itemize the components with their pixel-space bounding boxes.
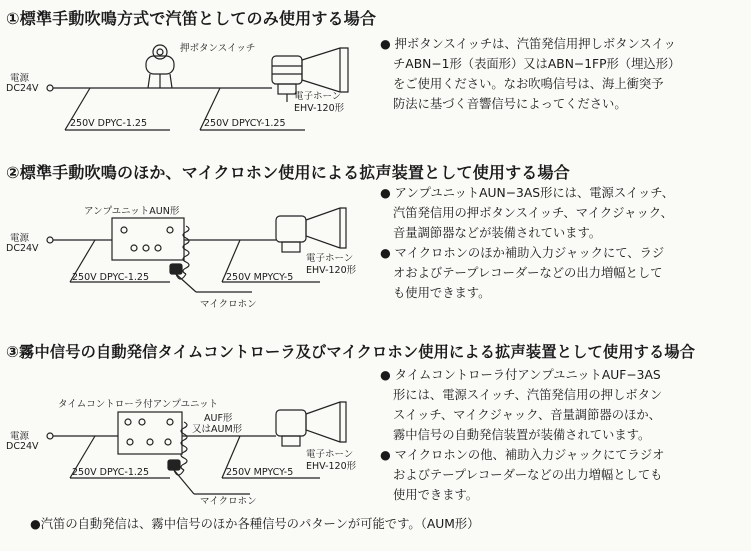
- section2-heading: ②標準手動吹鳴のほか、マイクロホン使用による拡声装置として使用する場合: [6, 163, 570, 182]
- section3-horn-model: EHV-120形: [306, 461, 357, 472]
- section2-horn-model: EHV-120形: [306, 265, 357, 276]
- microphone-icon: [170, 264, 182, 274]
- section2-power-label: 電源: [10, 233, 30, 244]
- section1-heading: ①標準手動吹鳴方式で汽笛としてのみ使用する場合: [6, 9, 377, 28]
- section1-desc-line: 防法に基づく音響信号によってください。: [393, 97, 627, 111]
- section2-desc-line: ● アンプユニットAUN−3AS形には、電源スイッチ、: [380, 186, 674, 200]
- section2-power-voltage: DC24V: [6, 243, 39, 254]
- section1-horn-label: 電子ホーン: [294, 91, 342, 102]
- section3-cable-right: 250V MPYCY-5: [226, 467, 294, 478]
- section2-desc-line: オおよびテープレコーダーなどの出力増幅として: [393, 266, 663, 280]
- section2-unit-label: アンプユニットAUN形: [84, 206, 180, 217]
- section2-cable-right: 250V MPYCY-5: [226, 272, 294, 283]
- section3-power-voltage: DC24V: [6, 441, 39, 452]
- section3-desc-line: 霧中信号の自動発信装置が装備されています。: [393, 428, 651, 442]
- section3-desc-line: 形には、電源スイッチ、汽笛発信用の押しボタン: [393, 388, 663, 402]
- section2-description: [380, 183, 750, 303]
- section1-power-label: 電源: [10, 73, 30, 84]
- electronic-horn-icon: [276, 402, 346, 446]
- section1-horn-model: EHV-120形: [294, 103, 345, 114]
- footer-note: ●汽笛の自動発信は、霧中信号のほか各種信号のパターンが可能です。（AUM形）: [30, 517, 480, 531]
- section2-desc-line: ● マイクロホンのほか補助入力ジャックにて、ラジ: [380, 246, 665, 260]
- section3-cable-left: 250V DPYC-1.25: [72, 467, 149, 478]
- section3-unit-label: タイムコントローラ付アンプユニット: [58, 399, 219, 410]
- section2-horn-label: 電子ホーン: [306, 253, 354, 264]
- section1-description: [380, 34, 750, 114]
- section2-cable-left: 250V DPYC-1.25: [72, 272, 149, 283]
- section3-desc-line: およびテープレコーダーなどの出力増幅としても: [393, 468, 663, 482]
- section2-desc-line: 音量調節器などが装備されています。: [393, 226, 602, 240]
- section2-desc-line: 汽笛発信用の押ボタンスイッチ、マイクジャック、: [393, 206, 673, 220]
- section1-cable-left: 250V DPYC-1.25: [70, 118, 147, 129]
- section3-horn-label: 電子ホーン: [306, 449, 354, 460]
- amplifier-unit-icon: [112, 218, 184, 260]
- section1-desc-line: ● 押ボタンスイッチは、汽笛発信用押しボタンスイッ: [380, 37, 676, 51]
- section3-unit-model-2: 又はAUM形: [192, 424, 243, 435]
- section1-desc-line: をご使用ください。なお吹鳴信号は、海上衝突予: [393, 77, 664, 91]
- microphone-icon: [168, 460, 180, 470]
- section1-button-label: 押ボタンスイッチ: [180, 43, 256, 54]
- section3-unit-model-1: AUF形: [204, 413, 233, 424]
- section2-desc-line: も使用できます。: [393, 286, 491, 300]
- section1-desc-line: チABN−1形（表面形）又はABN−1FP形（埋込形）: [393, 57, 681, 71]
- time-controller-amplifier-icon: [118, 412, 182, 454]
- section3-desc-line: ● タイムコントローラ付アンプユニットAUF−3AS: [380, 368, 661, 382]
- section3-desc-line: スイッチ、マイクジャック、音量調節器のほか、: [393, 408, 661, 422]
- section3-mic-label: マイクロホン: [200, 496, 257, 507]
- section3-power-label: 電源: [10, 431, 30, 442]
- section3-description: [380, 365, 750, 505]
- electronic-horn-icon: [276, 208, 346, 252]
- section3-heading: ③霧中信号の自動発信タイムコントローラ及びマイクロホン使用による拡声装置として使用する場合: [6, 343, 696, 361]
- section3-desc-line: ● マイクロホンの他、補助入力ジャックにてラジオ: [380, 448, 665, 462]
- section3-desc-line: 使用できます。: [393, 488, 479, 502]
- section1-cable-right: 250V DPYCY-1.25: [204, 118, 286, 129]
- section1-power-voltage: DC24V: [6, 83, 39, 94]
- push-button-switch-icon: [146, 45, 174, 88]
- section2-mic-label: マイクロホン: [200, 299, 257, 310]
